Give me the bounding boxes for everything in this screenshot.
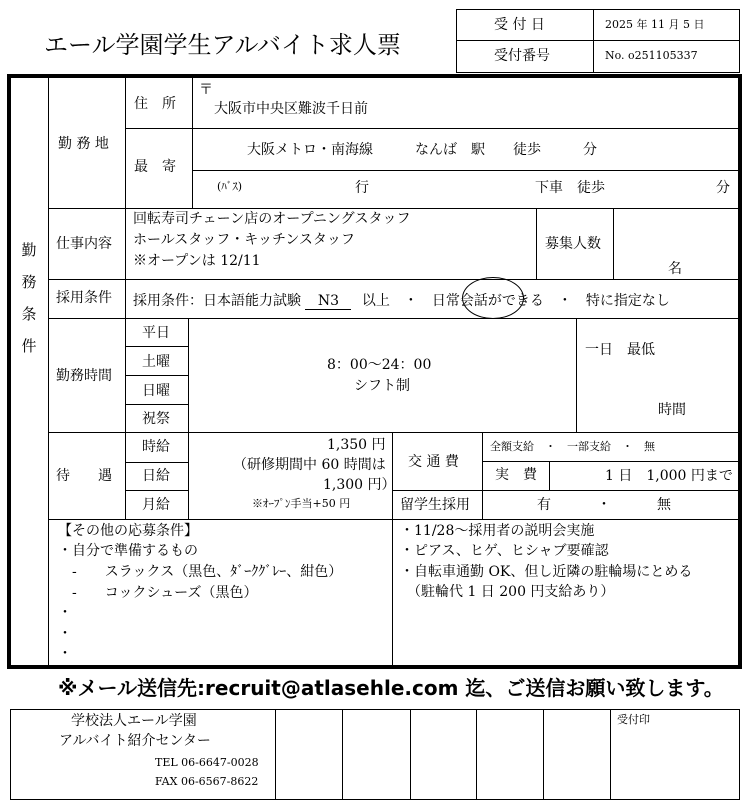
- email-notice: ※メール送信先:recruit@atlasehle.com 迄、ご送信お願い致します。: [58, 676, 724, 700]
- other-left-4: ・: [58, 605, 72, 621]
- hours-label: 勤務時間: [56, 368, 112, 384]
- other-left-2: - スラックス（黒色、ﾀﾞｰｸｸﾞﾚｰ、紺色）: [58, 564, 343, 580]
- jlpt-level: N3: [305, 293, 351, 310]
- selected-condition-circle: [462, 277, 524, 319]
- postal-mark: 〒: [199, 82, 213, 98]
- day-saturday: 土曜: [142, 354, 170, 370]
- workplace-label: 勤 務 地: [58, 136, 109, 152]
- actual-cost-label: 実 費: [495, 467, 537, 483]
- other-left-5: ・: [58, 626, 72, 642]
- page-title: エール学園学生アルバイト求人票: [44, 31, 401, 59]
- conditions-rest: 以上 ・ 日常会話ができる ・ 特に指定なし: [361, 293, 670, 309]
- side-label: 勤 務 条 件: [21, 241, 37, 355]
- conditions-prefix: 採用条件：日本語能力試験: [133, 293, 301, 309]
- pay-label: 待 遇: [56, 468, 112, 484]
- footer-stamp-label: 受付印: [617, 713, 650, 726]
- intl-student-label: 留学生採用: [400, 497, 470, 513]
- hours-unit: 時間: [658, 402, 686, 418]
- other-right-1: ・11/28～採用者の説明会実施: [400, 523, 595, 539]
- pay-hourly-label: 時給: [142, 439, 170, 455]
- job-line-2: ホールスタッフ・キッチンスタッフ: [133, 232, 355, 248]
- day-holiday: 祝祭: [142, 411, 170, 427]
- other-title: 【その他の応募条件】: [58, 523, 198, 539]
- intl-yes: 有: [537, 497, 551, 513]
- job-line-1: 回転寿司チェーン店のオープニングスタッフ: [133, 211, 411, 227]
- receipt-date-label: 受 付 日: [494, 17, 545, 33]
- opening-bonus: ※ｵｰﾌﾟﾝ手当+50 円: [252, 497, 351, 510]
- address-value: 大阪市中央区難波千日前: [214, 101, 368, 117]
- conditions-text: [133, 290, 670, 310]
- footer-fax: FAX 06-6567-8622: [155, 775, 259, 788]
- footer-tel: TEL 06-6647-0028: [155, 756, 259, 769]
- other-right-3: ・自転車通勤 OK、但し近隣の駐輪場にとめる: [400, 564, 693, 580]
- receipt-number-value: No. o251105337: [605, 49, 698, 62]
- receipt-date-value: 2025 年 11 月 5 日: [605, 18, 705, 31]
- pay-monthly-label: 月給: [142, 497, 170, 513]
- footer-org-1: 学校法人エール学園: [71, 713, 197, 729]
- other-right-2: ・ピアス、ヒゲ、ヒシャブ要確認: [400, 543, 609, 559]
- actual-cost-value: 1 日 1,000 円まで: [605, 468, 733, 484]
- daily-minimum-label: 一日 最低: [585, 342, 655, 358]
- conditions-label: 採用条件: [56, 290, 112, 306]
- job-label: 仕事内容: [56, 236, 112, 252]
- nearest-label: 最 寄: [134, 159, 176, 175]
- transport-options: 全額支給 ・ 一部支給 ・ 無: [490, 440, 655, 453]
- address-label: 住 所: [134, 96, 176, 112]
- bus-label: (ﾊﾞｽ): [217, 180, 243, 193]
- work-time: 8：00～24：00: [327, 357, 432, 373]
- day-weekday: 平日: [142, 325, 170, 341]
- bus-destination: 行: [355, 180, 369, 196]
- receipt-number-label: 受付番号: [494, 48, 550, 64]
- training-wage-2: 1,300 円）: [323, 477, 396, 493]
- hourly-wage: 1,350 円: [327, 437, 386, 453]
- other-left-3: - コックシューズ（黒色）: [58, 585, 258, 601]
- day-sunday: 日曜: [142, 383, 170, 399]
- bus-get-off: 下車 徒歩: [535, 180, 605, 196]
- recruit-count-label: 募集人数: [545, 236, 601, 252]
- recruit-count-unit: 名: [668, 261, 682, 277]
- other-left-1: ・自分で準備するもの: [58, 543, 198, 559]
- intl-dot: ・: [597, 497, 611, 513]
- transport-label: 交 通 費: [408, 454, 459, 470]
- nearest-station-line: 大阪メトロ・南海線 なんば 駅 徒歩 分: [247, 142, 597, 158]
- other-left-6: ・: [58, 646, 72, 662]
- pay-daily-label: 日給: [142, 468, 170, 484]
- shift-note: シフト制: [354, 378, 410, 394]
- bus-minutes: 分: [716, 180, 730, 196]
- footer-org-2: アルバイト紹介センター: [59, 733, 211, 749]
- intl-no: 無: [657, 497, 671, 513]
- training-wage-1: （研修期間中 60 時間は: [233, 457, 386, 473]
- other-right-4: （駐輪代 1 日 200 円支給あり）: [400, 584, 615, 600]
- job-line-3: ※オープンは 12/11: [133, 253, 261, 269]
